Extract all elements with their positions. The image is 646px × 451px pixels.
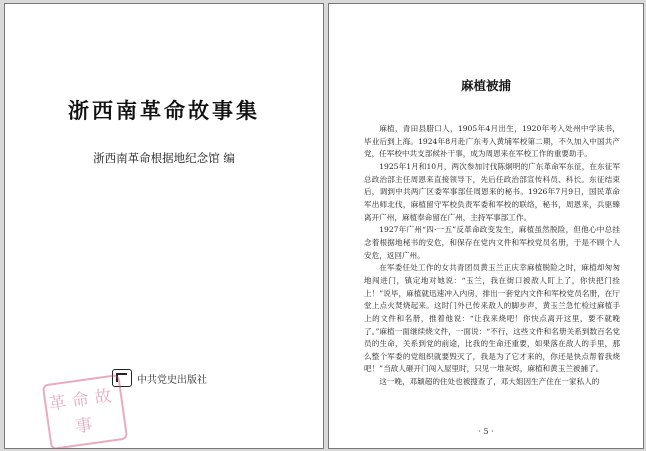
paragraph: 1927年广州“四·一五”反革命政变发生，麻植虽然脱险，但他心中总挂念着根据地秘书的安危，和保存在党内文件和军校党员名册，于是不顾个人安危，返回广州。 [364,225,620,260]
paragraph: 麻植，青田县腊口人，1905年4月出生，1920年考入处州中学读书，毕业后到上海。1924年8月赴广东考入黄埔军校第二期，不久加入中国共产党，任军校中共支部候补干事，成为周恩来在军校工作的重要助手。 [364,124,620,159]
title-page [4,3,324,449]
publisher [112,369,207,387]
chapter-body [364,123,620,389]
library-seal-stamp: 革命故事 [42,374,128,449]
book-author: 浙西南革命根据地纪念馆 编 [93,151,235,165]
content-page [328,3,644,449]
paragraph: 1925年1月和10月，两次参加讨伐陈炯明的广东革命军东征，在东征军总政治部主任周恩来直接领导下，先后任政治部宣传科员、科长。东征结束后，调到中共两广区委军事部任周恩来的秘书。1926年7月9日，国民革命军出师北伐，麻植留守军校负责军委和军校的联络，秘书，周恩来，兵驱臻离开广州，麻植奉命留在广州，主持军事部工作。 [364,161,620,222]
publisher-name: 中共党史出版社 [137,374,207,386]
page-number: · 5 · [478,427,494,436]
paragraph: 这一晚，邓颖超的住处也被搜查了，邓大姐因生产住在一家私人的 [379,377,600,387]
chapter-title: 麻植被捕 [460,78,511,93]
book-title: 浙西南革命故事集 [68,99,260,123]
paragraph: 在军委任处工作的女共青团员黄玉兰正庆幸麻植脱险之时，麻植却匆匆地闯进门，镇定地对她说：“玉兰，我在街口被敌人盯上了，你快把门拴上！”说毕，麻植就迅速冲入内房，排出一套党内文件和军校党员名册，在厅堂上点火焚烧起来。这时门外已传来敌人的脚步声，黄玉兰急忙检过麻植手上的文件和名册，推着他说：“让我来烧吧！你快点离开这里，要不就晚了。”麻植一面继续烧文件，一面说：“不行，这些文件和名册关系到数百名党员的生命，关系到党的前途，比我的生命还重要，如果落在敌人的手里，那么整个军委的党组织就要毁灭了，我是为了它才来的，你还是快点帮着我烧吧！”当敌人砸开门闯入屋里时，只见一堆灰烬，麻植和黄玉兰被捕了。 [364,263,620,374]
